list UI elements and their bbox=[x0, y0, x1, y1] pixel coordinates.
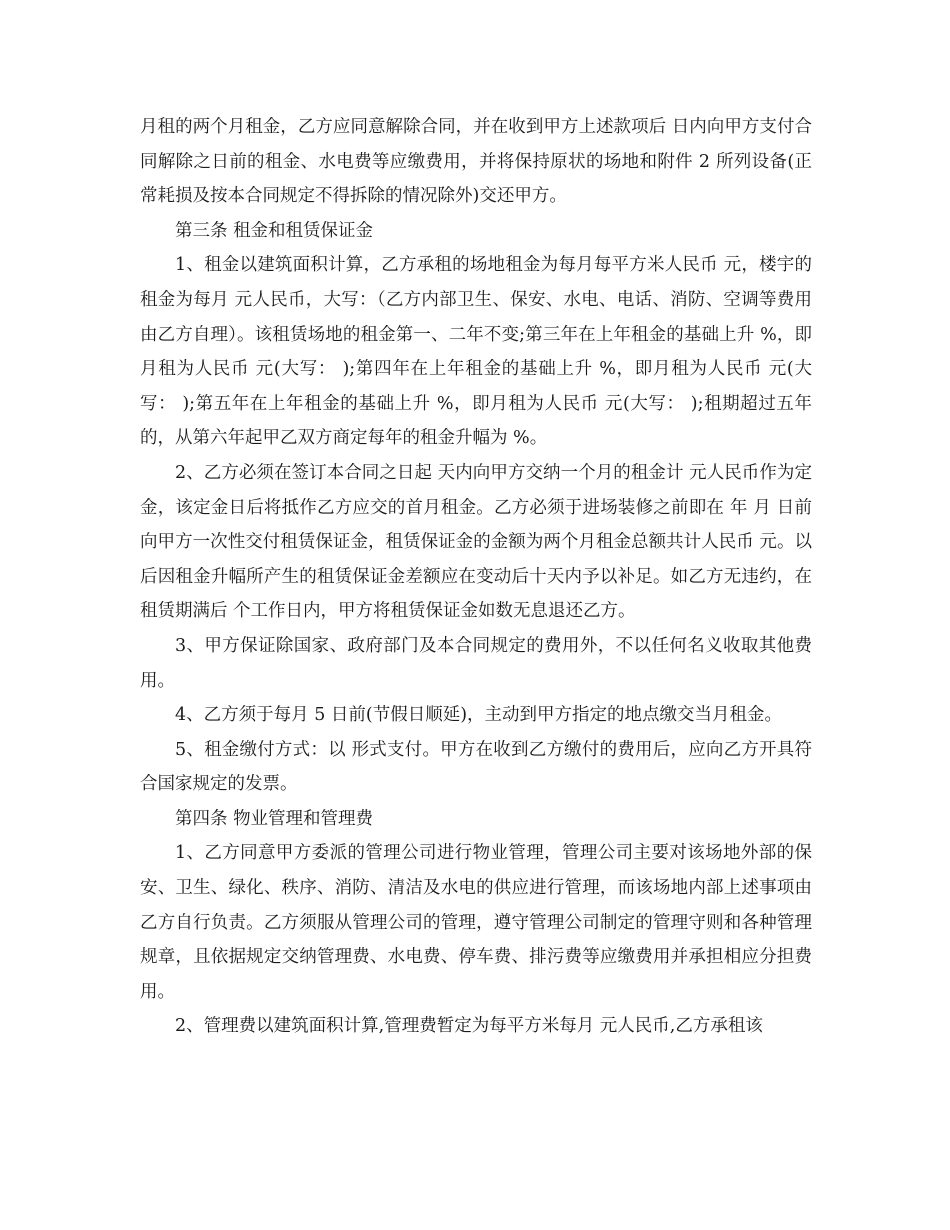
paragraph-rent-calculation: 1、租金以建筑面积计算，乙方承租的场地租金为每月每平方米人民币 元，楼宇的租金为每月 元人民币，大写：（乙方内部卫生、保安、水电、电话、消防、空调等费用由乙方自理）。该租赁场地的租金第一、二年不变;第三年在上年租金的基础上升 %，即月租为人民币 元(大写： );第四年在上年租金的基础上升 %，即月租为人民币 元(大写： );第五年在上年租金的基础上升 %，即月租为人民币 元(大写： );租期超过五年的，从第六年起甲乙双方商定每年的租金升幅为 %。 bbox=[140, 255, 812, 449]
paragraph-management-fee: 2、管理费以建筑面积计算,管理费暂定为每平方米每月 元人民币,乙方承租该 bbox=[175, 1016, 763, 1037]
section-heading-article-3: 第三条 租金和租赁保证金 bbox=[175, 220, 374, 241]
paragraph-deposit: 2、乙方必须在签订本合同之日起 天内向甲方交纳一个月的租金计 元人民币作为定金，该定金日后将抵作乙方应交的首月租金。乙方必须于进场装修之前即在 年 月 日前向甲方一次性交付租赁保证金，租赁保证金的金额为两个月租金总额共计人民币 元。以后因租金升幅所产生的租赁保证金差额应在变动后十天内予以补足。如乙方无违约，在租赁期满后 个工作日内，甲方将租赁保证金如数无息退还乙方。 bbox=[140, 462, 812, 622]
paragraph-no-other-fees: 3、甲方保证除国家、政府部门及本合同规定的费用外，不以任何名义收取其他费用。 bbox=[140, 635, 812, 691]
paragraph-monthly-payment-date: 4、乙方须于每月 5 日前(节假日顺延)，主动到甲方指定的地点缴交当月租金。 bbox=[175, 705, 783, 726]
document-body bbox=[140, 110, 812, 1044]
paragraph-payment-method: 5、租金缴付方式：以 形式支付。甲方在收到乙方缴付的费用后，应向乙方开具符合国家规定的发票。 bbox=[140, 739, 812, 795]
section-heading-article-4: 第四条 物业管理和管理费 bbox=[175, 808, 374, 829]
paragraph-termination-continuation: 月租的两个月租金，乙方应同意解除合同，并在收到甲方上述款项后 日内向甲方支付合同解除之日前的租金、水电费等应缴费用，并将保持原状的场地和附件 2 所列设备(正常耗损及按本合同规定不得拆除的情况除外)交还甲方。 bbox=[140, 117, 812, 207]
paragraph-property-management: 1、乙方同意甲方委派的管理公司进行物业管理，管理公司主要对该场地外部的保安、卫生、绿化、秩序、消防、清洁及水电的供应进行管理，而该场地内部上述事项由乙方自行负责。乙方须服从管理公司的管理，遵守管理公司制定的管理守则和各种管理规章，且依据规定交纳管理费、水电费、停车费、排污费等应缴费用并承担相应分担费用。 bbox=[140, 843, 812, 1002]
